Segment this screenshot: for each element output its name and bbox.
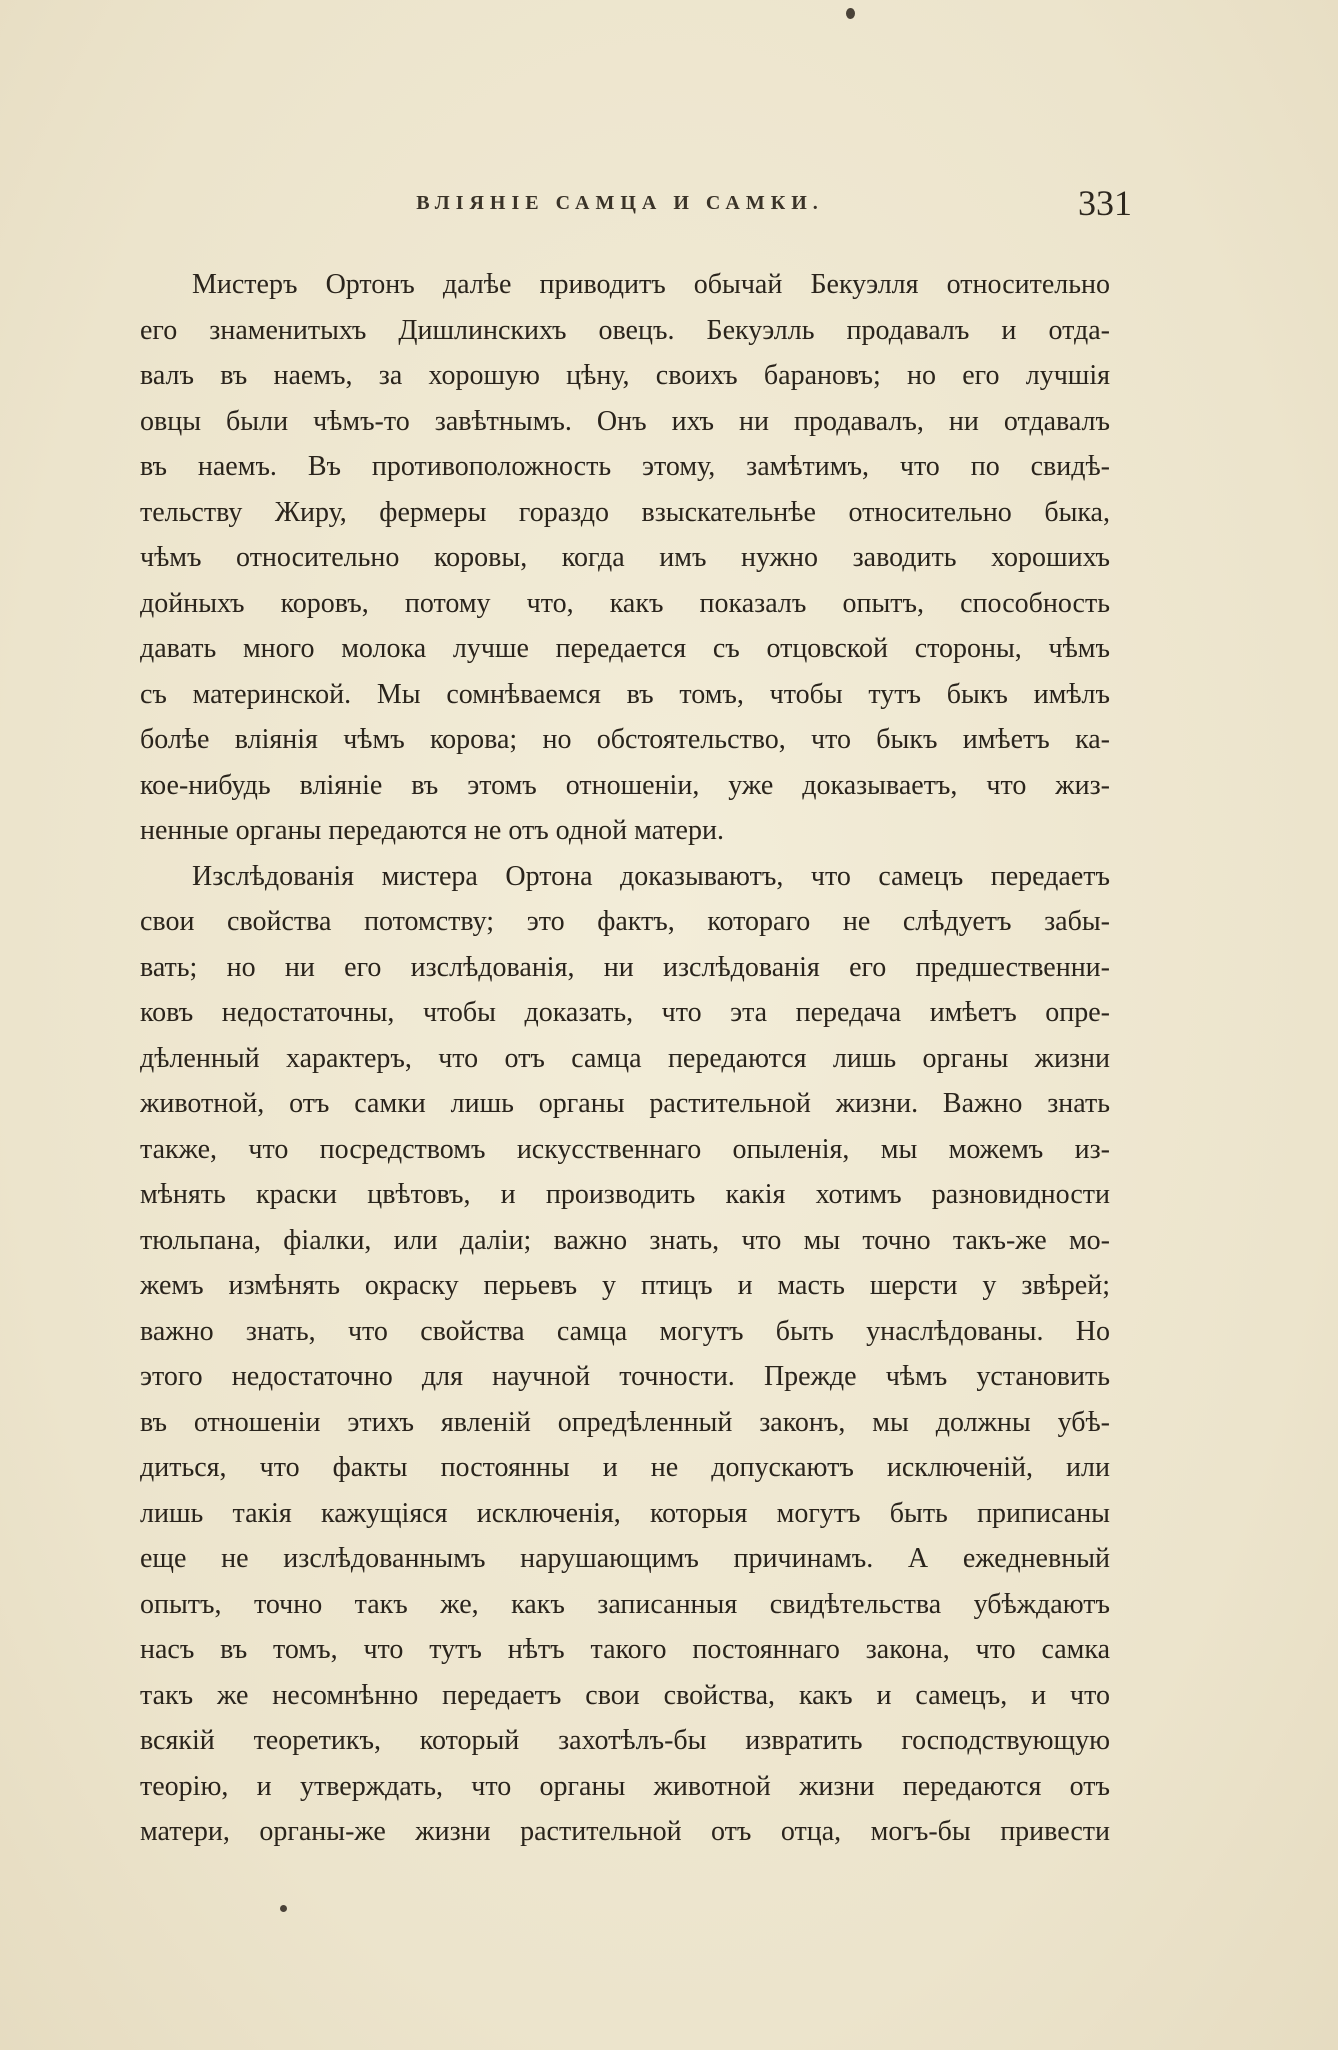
text-line: кое-нибудь вліяніе въ этомъ отношеніи, уже доказываетъ, что жиз- xyxy=(140,769,1110,801)
text-line: насъ въ томъ, что тутъ нѣтъ такого постояннаго закона, что самка xyxy=(140,1634,1110,1665)
ink-speck-bottom xyxy=(280,1905,287,1912)
text-line: дѣленный характеръ, что отъ самца передаются лишь органы жизни xyxy=(140,1042,1110,1074)
text-line: свои свойства потомству; это фактъ, котораго не слѣдуетъ забы- xyxy=(140,906,1110,937)
text-line: мѣнять краски цвѣтовъ, и производить какія хотимъ разновидности xyxy=(140,1179,1110,1210)
text-line: всякій теоретикъ, который захотѣлъ-бы извратить господствующую xyxy=(140,1725,1110,1756)
text-line: его знаменитыхъ Дишлинскихъ овецъ. Бекуэлль продавалъ и отда- xyxy=(140,314,1110,346)
text-line: тельству Жиру, фермеры гораздо взыскательнѣе относительно быка, xyxy=(140,496,1110,528)
text-line: вать; но ни его изслѣдованія, ни изслѣдованія его предшественни- xyxy=(140,951,1110,983)
page-number: 331 xyxy=(1078,183,1132,223)
text-line: еще не изслѣдованнымъ нарушающимъ причинамъ. А ежедневный xyxy=(140,1543,1110,1574)
text-line: тюльпана, фіалки, или даліи; важно знать, что мы точно такъ-же мо- xyxy=(140,1224,1110,1256)
text-line: валъ въ наемъ, за хорошую цѣну, своихъ барановъ; но его лучшія xyxy=(140,360,1110,391)
text-line: Мистеръ Ортонъ далѣе приводитъ обычай Бекуэлля относительно xyxy=(192,269,1110,300)
text-line: чѣмъ относительно коровы, когда имъ нужно заводить хорошихъ xyxy=(140,542,1110,573)
text-line: болѣе вліянія чѣмъ корова; но обстоятельство, что быкъ имѣетъ ка- xyxy=(140,724,1110,755)
text-line: также, что посредствомъ искусственнаго опыленія, мы можемъ из- xyxy=(140,1133,1110,1165)
text-line: овцы были чѣмъ-то завѣтнымъ. Онъ ихъ ни продавалъ, ни отдавалъ xyxy=(140,405,1110,437)
text-line: давать много молока лучше передается съ отцовской стороны, чѣмъ xyxy=(140,633,1110,664)
text-line: такъ же несомнѣнно передаетъ свои свойства, какъ и самецъ, и что xyxy=(140,1679,1110,1711)
text-line: животной, отъ самки лишь органы растительной жизни. Важно знать xyxy=(140,1088,1110,1119)
body-text xyxy=(140,262,1110,1855)
text-line: ковъ недостаточны, чтобы доказать, что эта передача имѣетъ опре- xyxy=(140,997,1110,1028)
text-line: этого недостаточно для научной точности. Прежде чѣмъ установить xyxy=(140,1361,1110,1392)
text-line: важно знать, что свойства самца могутъ быть унаслѣдованы. Но xyxy=(140,1315,1110,1347)
text-line: опытъ, точно такъ же, какъ записанныя свидѣтельства убѣждаютъ xyxy=(140,1588,1110,1620)
text-line: матери, органы-же жизни растительной отъ отца, могъ-бы привести xyxy=(140,1816,1110,1847)
text-line: лишь такія кажущіяся исключенія, которыя могутъ быть приписаны xyxy=(140,1497,1110,1529)
text-line: жемъ измѣнять окраску перьевъ у птицъ и масть шерсти у звѣрей; xyxy=(140,1270,1110,1301)
running-title: ВЛІЯНІЕ САМЦА И САМКИ. xyxy=(416,192,824,214)
text-line: Изслѣдованія мистера Ортона доказываютъ, что самецъ передаетъ xyxy=(192,860,1110,892)
ink-speck-top xyxy=(846,8,855,19)
text-line: въ наемъ. Въ противоположность этому, замѣтимъ, что по свидѣ- xyxy=(140,451,1110,482)
text-line: теорію, и утверждать, что органы животной жизни передаются отъ xyxy=(140,1770,1110,1802)
text-line: диться, что факты постоянны и не допускаютъ исключеній, или xyxy=(140,1452,1110,1483)
text-line: дойныхъ коровъ, потому что, какъ показалъ опытъ, способность xyxy=(140,587,1110,619)
text-line: ненные органы передаются не отъ одной матери. xyxy=(140,815,724,846)
text-line: въ отношеніи этихъ явленій опредѣленный законъ, мы должны убѣ- xyxy=(140,1406,1110,1438)
text-line: съ материнской. Мы сомнѣваемся въ томъ, чтобы тутъ быкъ имѣлъ xyxy=(140,678,1110,710)
